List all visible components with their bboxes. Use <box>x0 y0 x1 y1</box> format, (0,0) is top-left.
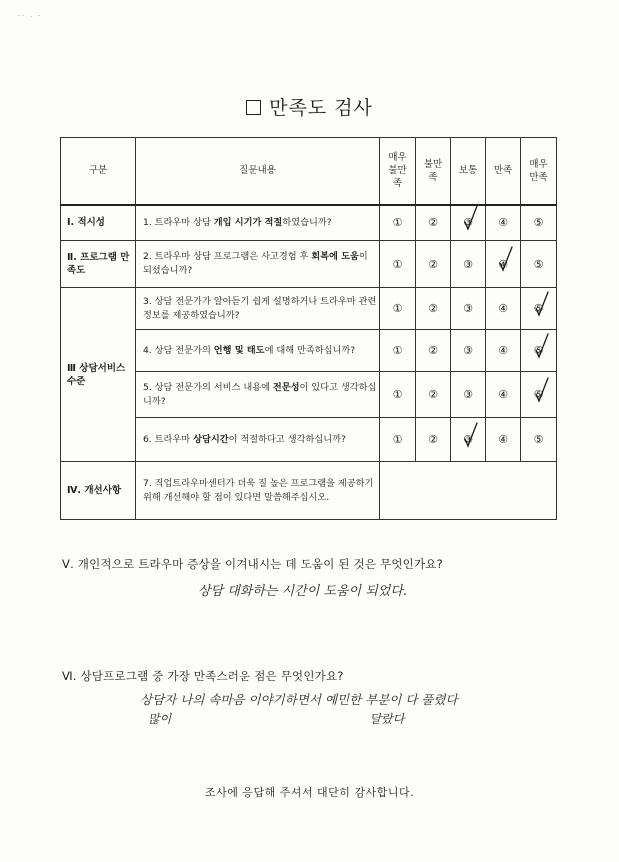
rating-option-glyph: ③ <box>463 257 473 271</box>
rating-option-glyph: ① <box>392 302 403 315</box>
rating-option-glyph: ⑤ <box>533 433 544 446</box>
question-text <box>136 462 380 520</box>
header-scale-1: 매우 불만 족 <box>380 138 416 205</box>
rating-option-3[interactable] <box>451 330 486 372</box>
rating-option-glyph: ⑤ <box>533 257 544 271</box>
rating-option-4[interactable] <box>486 330 521 372</box>
rating-option-2[interactable] <box>416 330 451 372</box>
header-category: 구분 <box>61 138 136 205</box>
question-text-part: 1. 트라우마 상담 <box>143 216 214 228</box>
rating-option-glyph: ⑤ <box>533 388 544 401</box>
question-row-6 <box>61 418 557 462</box>
rating-option-glyph: ⑤ <box>533 216 544 230</box>
rating-option-glyph: ② <box>428 344 438 357</box>
rating-option-glyph: ① <box>392 388 403 401</box>
question-text-emphasis: 회복에 도움 <box>311 251 359 262</box>
category-label: Ⅳ. 개선사항 <box>61 462 136 520</box>
rating-option-1[interactable] <box>380 241 416 288</box>
rating-option-glyph: ④ <box>498 344 508 357</box>
rating-option-4[interactable] <box>486 205 521 241</box>
question-text-emphasis: 언행 및 태도 <box>213 344 265 356</box>
rating-option-glyph: ② <box>428 257 438 271</box>
question-6-answer-line2: 많이 달랐다 <box>148 712 405 726</box>
checkbox-square-icon <box>246 100 261 115</box>
improvement-blank[interactable] <box>380 462 557 520</box>
question-5-answer: 상담 대화하는 시간이 도움이 되었다. <box>198 584 408 599</box>
question-text-part: 2. 트라우마 상담 프로그램은 사고경험 후 <box>143 251 312 262</box>
rating-option-1[interactable] <box>380 330 416 372</box>
header-scale-3: 보통 <box>451 138 486 205</box>
rating-option-2[interactable] <box>416 205 451 241</box>
rating-option-5[interactable] <box>521 372 557 418</box>
rating-option-3[interactable] <box>451 418 486 462</box>
rating-option-glyph: ② <box>428 388 438 401</box>
rating-option-3[interactable] <box>451 288 486 330</box>
rating-option-5[interactable] <box>521 241 557 288</box>
page-title-text: 만족도 검사 <box>269 97 373 119</box>
rating-option-glyph: ① <box>392 433 403 446</box>
header-scale-5: 매우 만족 <box>521 138 557 205</box>
question-text-part: 이 있다고 생각하십니까? <box>143 381 377 407</box>
rating-option-3[interactable] <box>451 372 486 418</box>
rating-option-glyph: ② <box>428 433 438 446</box>
rating-option-glyph: ③ <box>463 344 473 357</box>
rating-option-glyph: ⑤ <box>533 344 544 357</box>
rating-option-glyph: ① <box>392 344 403 357</box>
rating-option-glyph: ① <box>392 216 403 230</box>
rating-option-5[interactable] <box>521 288 557 330</box>
question-text-part: 5. 상담 전문가의 서비스 내용에 <box>143 381 273 393</box>
rating-option-3[interactable] <box>451 205 486 241</box>
question-row-2 <box>61 241 557 288</box>
question-text <box>136 372 380 418</box>
rating-option-glyph: ② <box>428 302 438 315</box>
question-text-part: 이 되셨습니까? <box>143 251 368 276</box>
question-text-part: 7. 직업트라우마센터가 더욱 질 높은 프로그램을 제공하기 위해 개선해야 할 점이 있다면 말씀해주십시오. <box>143 477 374 503</box>
satisfaction-table <box>60 137 557 520</box>
rating-option-glyph: ① <box>392 257 403 271</box>
category-label: Ⅲ 상담서비스 수준 <box>61 288 136 462</box>
header-scale-2: 불만 족 <box>416 138 451 205</box>
rating-option-3[interactable] <box>451 241 486 288</box>
rating-option-glyph: ③ <box>463 388 473 401</box>
rating-option-glyph: ⑤ <box>533 302 544 315</box>
question-text-part: 3. 상담 전문가가 알아듣기 쉽게 설명하거나 트라우마 관련 정보를 제공하였습니까? <box>143 295 377 321</box>
rating-option-glyph: ④ <box>498 433 508 446</box>
rating-option-4[interactable] <box>486 372 521 418</box>
question-text-part: 에 대해 만족하십니까? <box>264 344 356 356</box>
question-text <box>136 418 380 462</box>
question-text-part: 이 적절하다고 생각하십니까? <box>228 433 346 445</box>
question-6-label: Ⅵ. 상담프로그램 중 가장 만족스러운 점은 무엇인가요? <box>62 669 344 683</box>
rating-option-glyph: ④ <box>498 257 508 271</box>
rating-option-glyph: ③ <box>463 302 473 315</box>
question-text <box>136 205 380 241</box>
question-row-5 <box>61 372 557 418</box>
rating-option-4[interactable] <box>486 241 521 288</box>
question-6-answer-line1: 상담자 나의 속마음 이야기하면서 예민한 부분이 다 풀렸다 <box>140 692 458 707</box>
question-text-emphasis: 상담시간 <box>193 433 229 445</box>
question-text <box>136 241 380 288</box>
rating-option-glyph: ④ <box>498 302 508 315</box>
rating-option-1[interactable] <box>380 372 416 418</box>
question-text <box>136 288 380 330</box>
header-row <box>61 138 557 205</box>
category-label: Ⅱ. 프로그램 만족도 <box>61 241 136 288</box>
rating-option-glyph: ④ <box>498 216 508 230</box>
question-row-7 <box>61 462 557 520</box>
question-text <box>136 330 380 372</box>
question-text-emphasis: 개입 시기가 적절 <box>213 216 283 228</box>
question-text-emphasis: 전문성 <box>272 381 300 393</box>
question-row-3 <box>61 288 557 330</box>
scan-speck: -- . - <box>18 12 43 19</box>
question-5-label: Ⅴ. 개인적으로 트라우마 증상을 이겨내시는 데 도움이 된 것은 무엇인가요? <box>62 557 443 571</box>
header-scale-4: 만족 <box>486 138 521 205</box>
rating-option-4[interactable] <box>486 418 521 462</box>
category-label: Ⅰ. 적시성 <box>61 205 136 241</box>
rating-option-5[interactable] <box>521 330 557 372</box>
rating-option-glyph: ② <box>428 216 438 230</box>
rating-option-1[interactable] <box>380 418 416 462</box>
rating-option-5[interactable] <box>521 418 557 462</box>
page-title <box>0 93 619 120</box>
rating-option-5[interactable] <box>521 205 557 241</box>
question-text-part: 하였습니까? <box>282 216 332 228</box>
rating-option-1[interactable] <box>380 288 416 330</box>
rating-option-2[interactable] <box>416 418 451 462</box>
rating-option-glyph: ③ <box>463 216 473 230</box>
question-row-4 <box>61 330 557 372</box>
header-question: 질문내용 <box>136 138 380 205</box>
question-text-part: 4. 상담 전문가의 <box>143 344 214 356</box>
rating-option-4[interactable] <box>486 288 521 330</box>
rating-option-glyph: ③ <box>463 433 473 446</box>
rating-option-2[interactable] <box>416 288 451 330</box>
question-text-part: 6. 트라우마 <box>143 433 194 445</box>
question-row-1 <box>61 205 557 241</box>
rating-option-2[interactable] <box>416 241 451 288</box>
thank-you-footer: 조사에 응답해 주셔서 대단히 감사합니다. <box>204 786 415 799</box>
rating-option-2[interactable] <box>416 372 451 418</box>
rating-option-glyph: ④ <box>498 388 508 401</box>
rating-option-1[interactable] <box>380 205 416 241</box>
